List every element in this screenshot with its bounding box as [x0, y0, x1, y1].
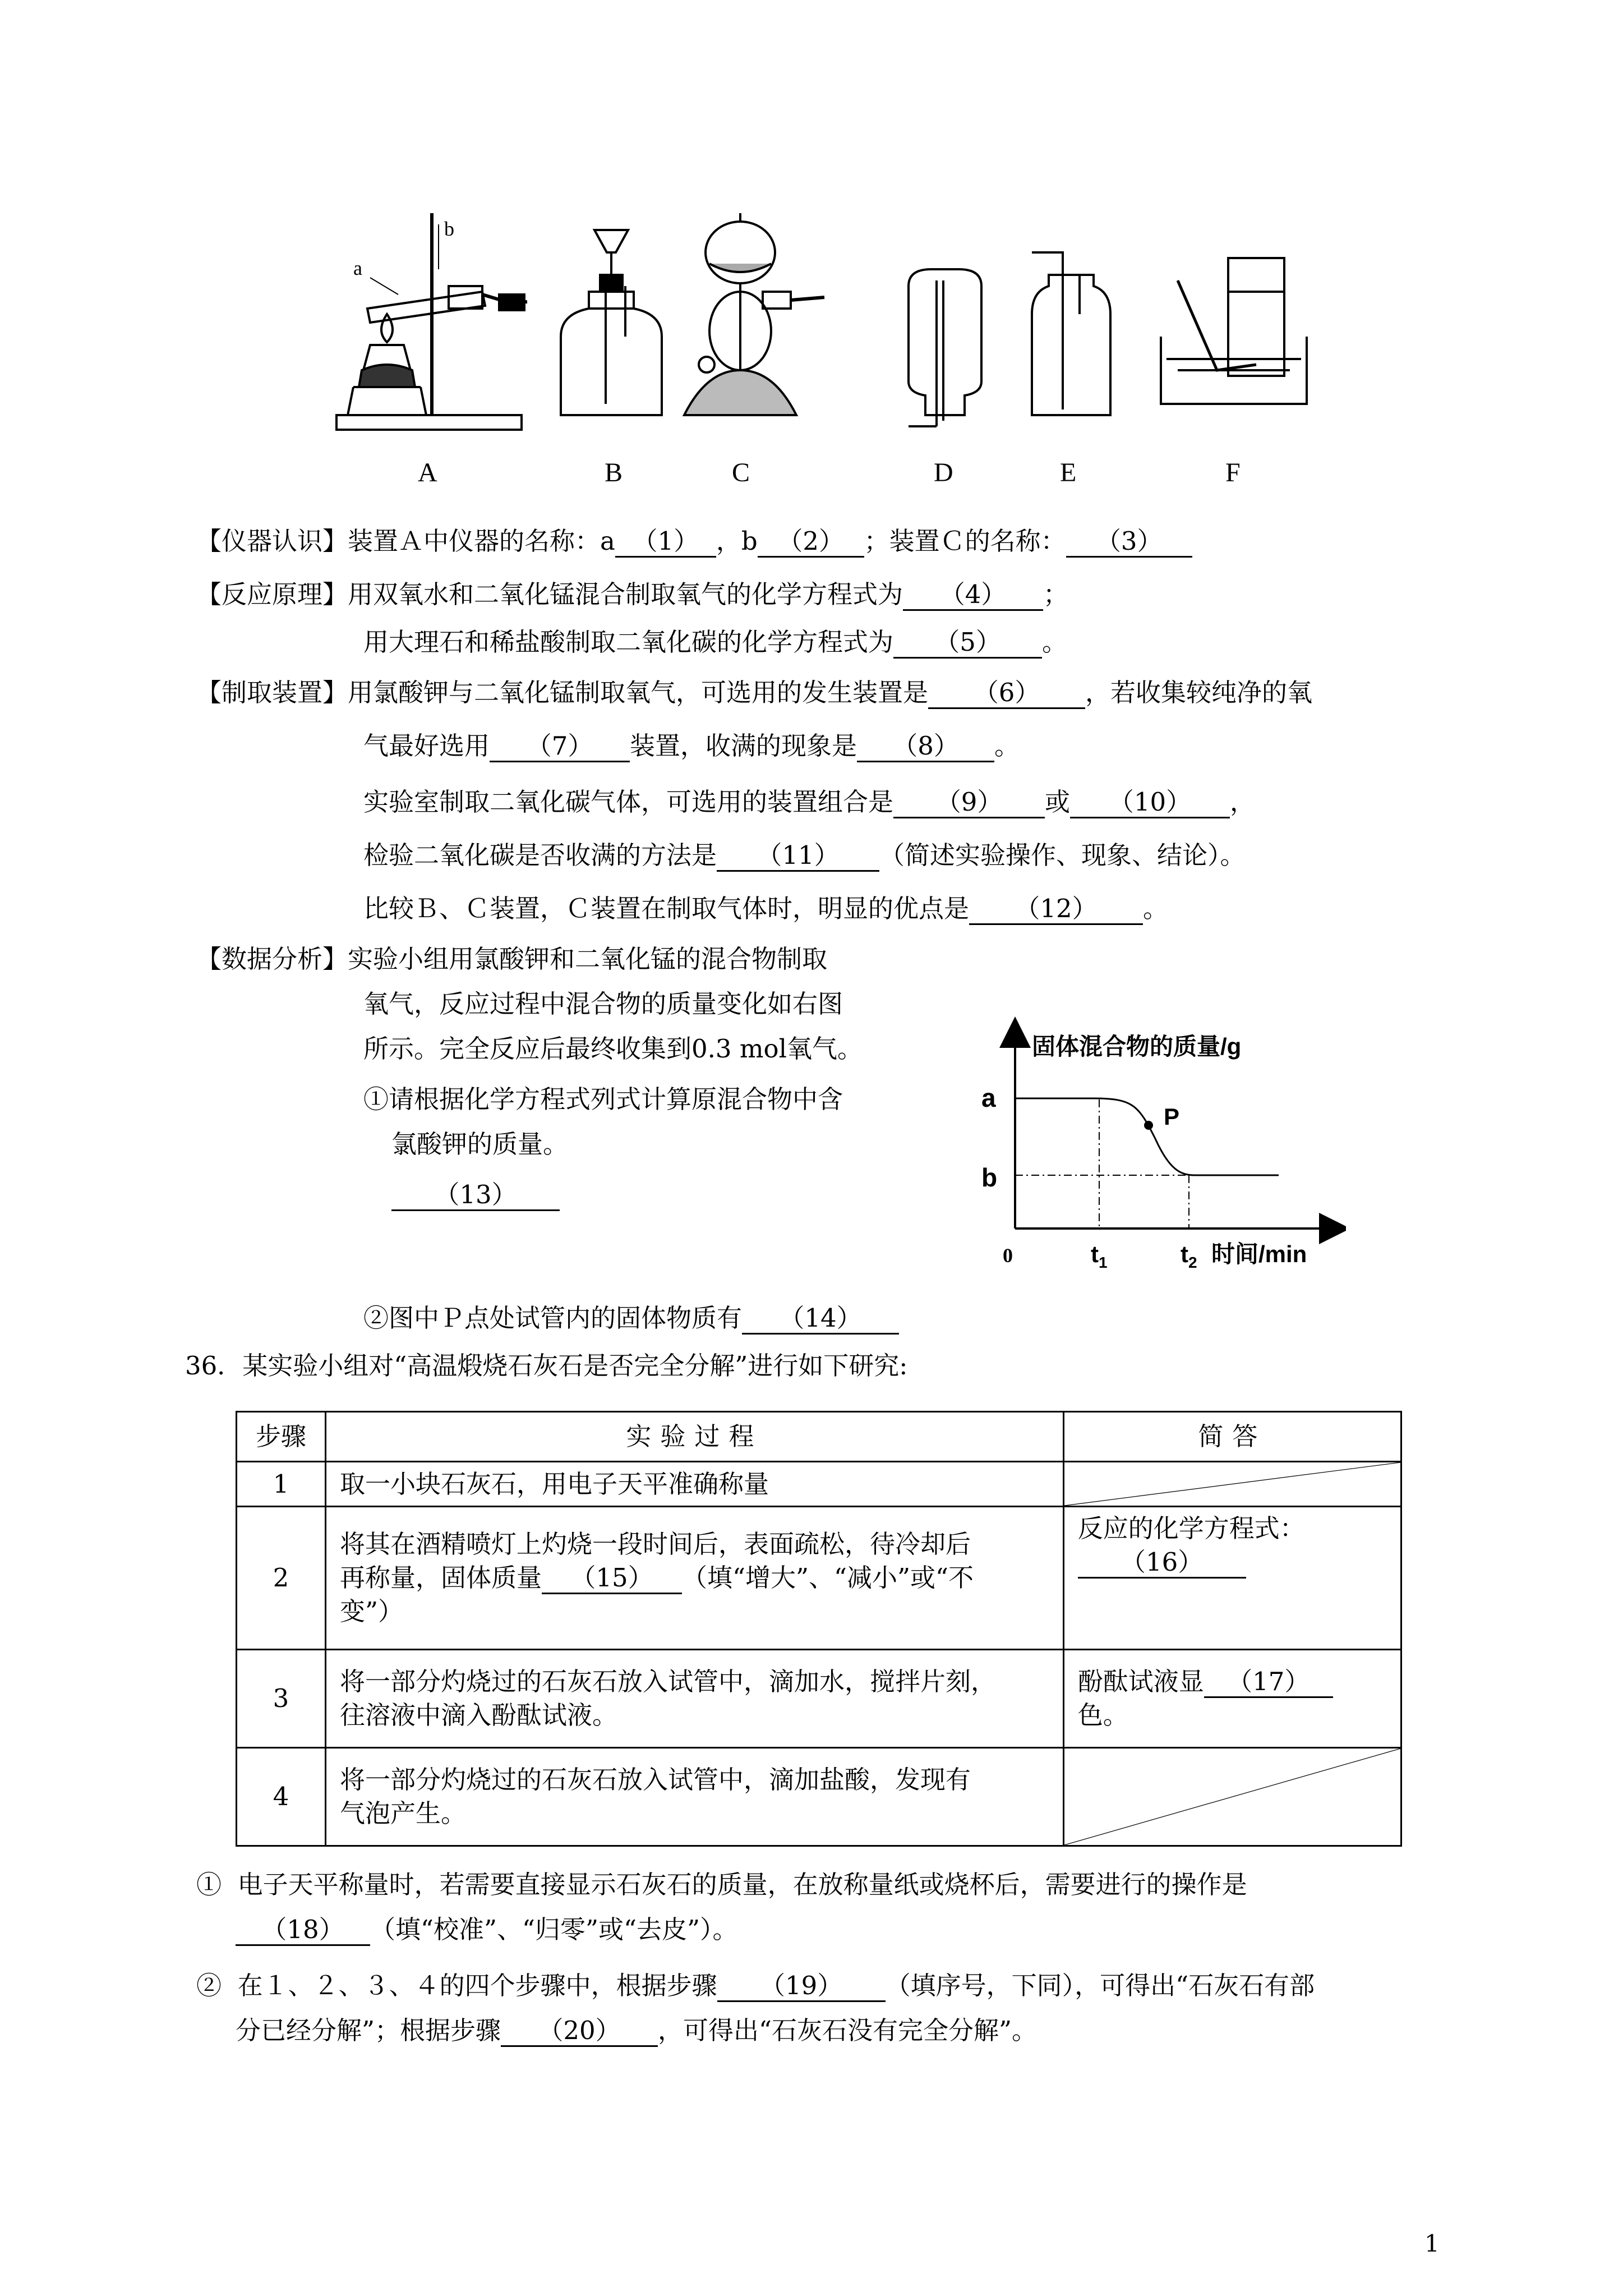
- blank-2: （2）: [758, 527, 864, 558]
- mass-curve: [1015, 1098, 1279, 1175]
- table-row: [237, 1748, 1401, 1846]
- table-header: [237, 1412, 1401, 1462]
- note-2-mark: ②: [196, 1971, 222, 2000]
- blank-20: （20）: [501, 2016, 658, 2047]
- y-tick-b: b: [981, 1163, 998, 1192]
- step-answer: 反应的化学方程式： （16）: [1063, 1507, 1401, 1650]
- apparatus-a: [336, 213, 527, 430]
- data-line3: 所示。完全反应后最终收集到0.3 mol氧气。: [363, 1034, 863, 1064]
- blank-9: （9）: [893, 788, 1045, 818]
- apparatus-c: [684, 213, 824, 415]
- label-b: b: [444, 218, 454, 240]
- page-number: 1: [1424, 2230, 1440, 2257]
- data-line2: 氧气，反应过程中混合物的质量变化如右图: [363, 989, 843, 1019]
- apparatus-e: [1032, 252, 1110, 415]
- blank-19: （19）: [717, 1971, 886, 2002]
- label-a: a: [353, 257, 362, 279]
- step-process: 将一部分灼烧过的石灰石放入试管中，滴加盐酸，发现有 气泡产生。: [325, 1748, 1063, 1846]
- table-row: [237, 1650, 1401, 1748]
- note-1-line2: （18） （填“校准”、“归零”或“去皮”）。: [236, 1913, 738, 1947]
- blank-17: （17）: [1204, 1667, 1333, 1698]
- blank-3: （3）: [1066, 527, 1192, 558]
- setup-line5: 比较Ｂ、Ｃ装置，Ｃ装置在制取气体时，明显的优点是 （12） 。: [363, 892, 1168, 926]
- point-p-label: P: [1164, 1103, 1180, 1130]
- note-1-mark: ①: [196, 1870, 222, 1899]
- apparatus-b: [561, 230, 662, 415]
- y-tick-a: a: [981, 1083, 996, 1112]
- experiment-table: [236, 1411, 1402, 1847]
- step-process: 将一部分灼烧过的石灰石放入试管中，滴加水，搅拌片刻， 往溶液中滴入酚酞试液。: [325, 1650, 1063, 1748]
- table-row: [237, 1462, 1401, 1507]
- blank-4: （4）: [903, 580, 1043, 611]
- apparatus-f: [1161, 258, 1307, 404]
- blank-10: （10）: [1070, 788, 1230, 818]
- blank-8: （8）: [857, 731, 994, 762]
- header-step: 步骤: [237, 1412, 326, 1462]
- step-process: 取一小块石灰石，用电子天平准确称量: [325, 1462, 1063, 1507]
- label-B: B: [605, 458, 623, 487]
- section-setup: 【制取装置】用氯酸钾与二氧化锰制取氧气，可选用的发生装置是 （6） ，若收集较纯净的氧: [196, 676, 1312, 710]
- question-13-line2: 氯酸钾的质量。: [391, 1129, 569, 1159]
- step-number: 3: [237, 1650, 326, 1748]
- note-2: ② 在１、２、３、４的四个步骤中，根据步骤 （19） （填序号，下同），可得出“石灰石有部: [196, 1969, 1315, 2003]
- section-tag: 【数据分析】: [196, 944, 348, 974]
- section-data: 【数据分析】实验小组用氯酸钾和二氧化锰的混合物制取: [196, 944, 828, 974]
- mass-time-graph: [965, 1015, 1346, 1285]
- label-C: C: [732, 458, 750, 487]
- x-tick-t2: $t_2$: [1181, 1241, 1197, 1271]
- section-tag: 【制取装置】: [196, 678, 348, 707]
- question-36-intro: 36．某实验小组对“高温煅烧石灰石是否完全分解”进行如下研究:: [185, 1351, 908, 1381]
- step-number: 1: [237, 1462, 326, 1507]
- answer-cell-empty: [1063, 1462, 1401, 1507]
- question-13-answer: [391, 1178, 560, 1212]
- label-F: F: [1225, 458, 1241, 487]
- point-p: [1144, 1121, 1153, 1130]
- y-axis-label: 固体混合物的质量/g: [1032, 1033, 1242, 1060]
- section-principle: 【反应原理】用双氧水和二氧化锰混合制取氧气的化学方程式为 （4） ；: [196, 578, 1068, 611]
- blank-15: （15）: [542, 1563, 682, 1594]
- question-13-line1: ①请根据化学方程式列式计算原混合物中含: [363, 1084, 843, 1114]
- blank-18: （18）: [236, 1915, 370, 1946]
- apparatus-figure: [314, 202, 1424, 494]
- section-tag: 【仪器认识】: [196, 526, 348, 556]
- header-process: 实验过程: [325, 1412, 1063, 1462]
- label-D: D: [934, 458, 953, 487]
- blank-12: （12）: [969, 894, 1143, 925]
- blank-6: （6）: [928, 678, 1085, 709]
- answer-cell-empty: [1063, 1748, 1401, 1846]
- blank-13: （13）: [391, 1180, 560, 1211]
- label-A: A: [418, 458, 437, 487]
- step-process: 将其在酒精喷灯上灼烧一段时间后，表面疏松，待冷却后 再称量，固体质量 （15） （填“增大”、“减小”或“不 变”）: [325, 1507, 1063, 1650]
- step-number: 2: [237, 1507, 326, 1650]
- blank-1: （1）: [615, 527, 716, 558]
- header-answer: 简答: [1063, 1412, 1401, 1462]
- section-tag: 【反应原理】: [196, 579, 348, 609]
- blank-14: （14）: [742, 1304, 899, 1335]
- principle-line2: 用大理石和稀盐酸制取二氧化碳的化学方程式为 （5） 。: [363, 625, 1067, 659]
- apparatus-d: [909, 269, 981, 426]
- label-E: E: [1060, 458, 1077, 487]
- step-number: 4: [237, 1748, 326, 1846]
- blank-5: （5）: [893, 628, 1042, 659]
- x-tick-t1: $t_1$: [1091, 1241, 1108, 1271]
- note-2-line2: 分已经分解”；根据步骤 （20） ，可得出“石灰石没有完全分解”。: [236, 2014, 1037, 2047]
- setup-line4: 检验二氧化碳是否收满的方法是 （11） （简述实验操作、现象、结论）。: [363, 839, 1246, 872]
- section-instrument: 【仪器认识】装置Ａ中仪器的名称：a （1） ，b （2） ；装置Ｃ的名称： （3）: [196, 524, 1192, 558]
- x-axis-label: 时间/min: [1211, 1241, 1307, 1267]
- setup-line3: 实验室制取二氧化碳气体，可选用的装置组合是 （9） 或 （10） ，: [363, 785, 1255, 819]
- question-14: ②图中Ｐ点处试管内的固体物质有 （14）: [363, 1301, 899, 1335]
- table-row: [237, 1507, 1401, 1650]
- blank-11: （11）: [717, 841, 879, 872]
- setup-line2: 气最好选用 （7） 装置，收满的现象是 （8） 。: [363, 729, 1020, 763]
- step-answer: 酚酞试液显 （17） 色。: [1063, 1650, 1401, 1748]
- note-1: ① 电子天平称量时，若需要直接显示石灰石的质量，在放称量纸或烧杯后，需要进行的操作是: [196, 1870, 1247, 1899]
- blank-16: （16）: [1078, 1548, 1246, 1579]
- origin-label: 0: [1003, 1244, 1013, 1267]
- blank-7: （7）: [490, 731, 630, 762]
